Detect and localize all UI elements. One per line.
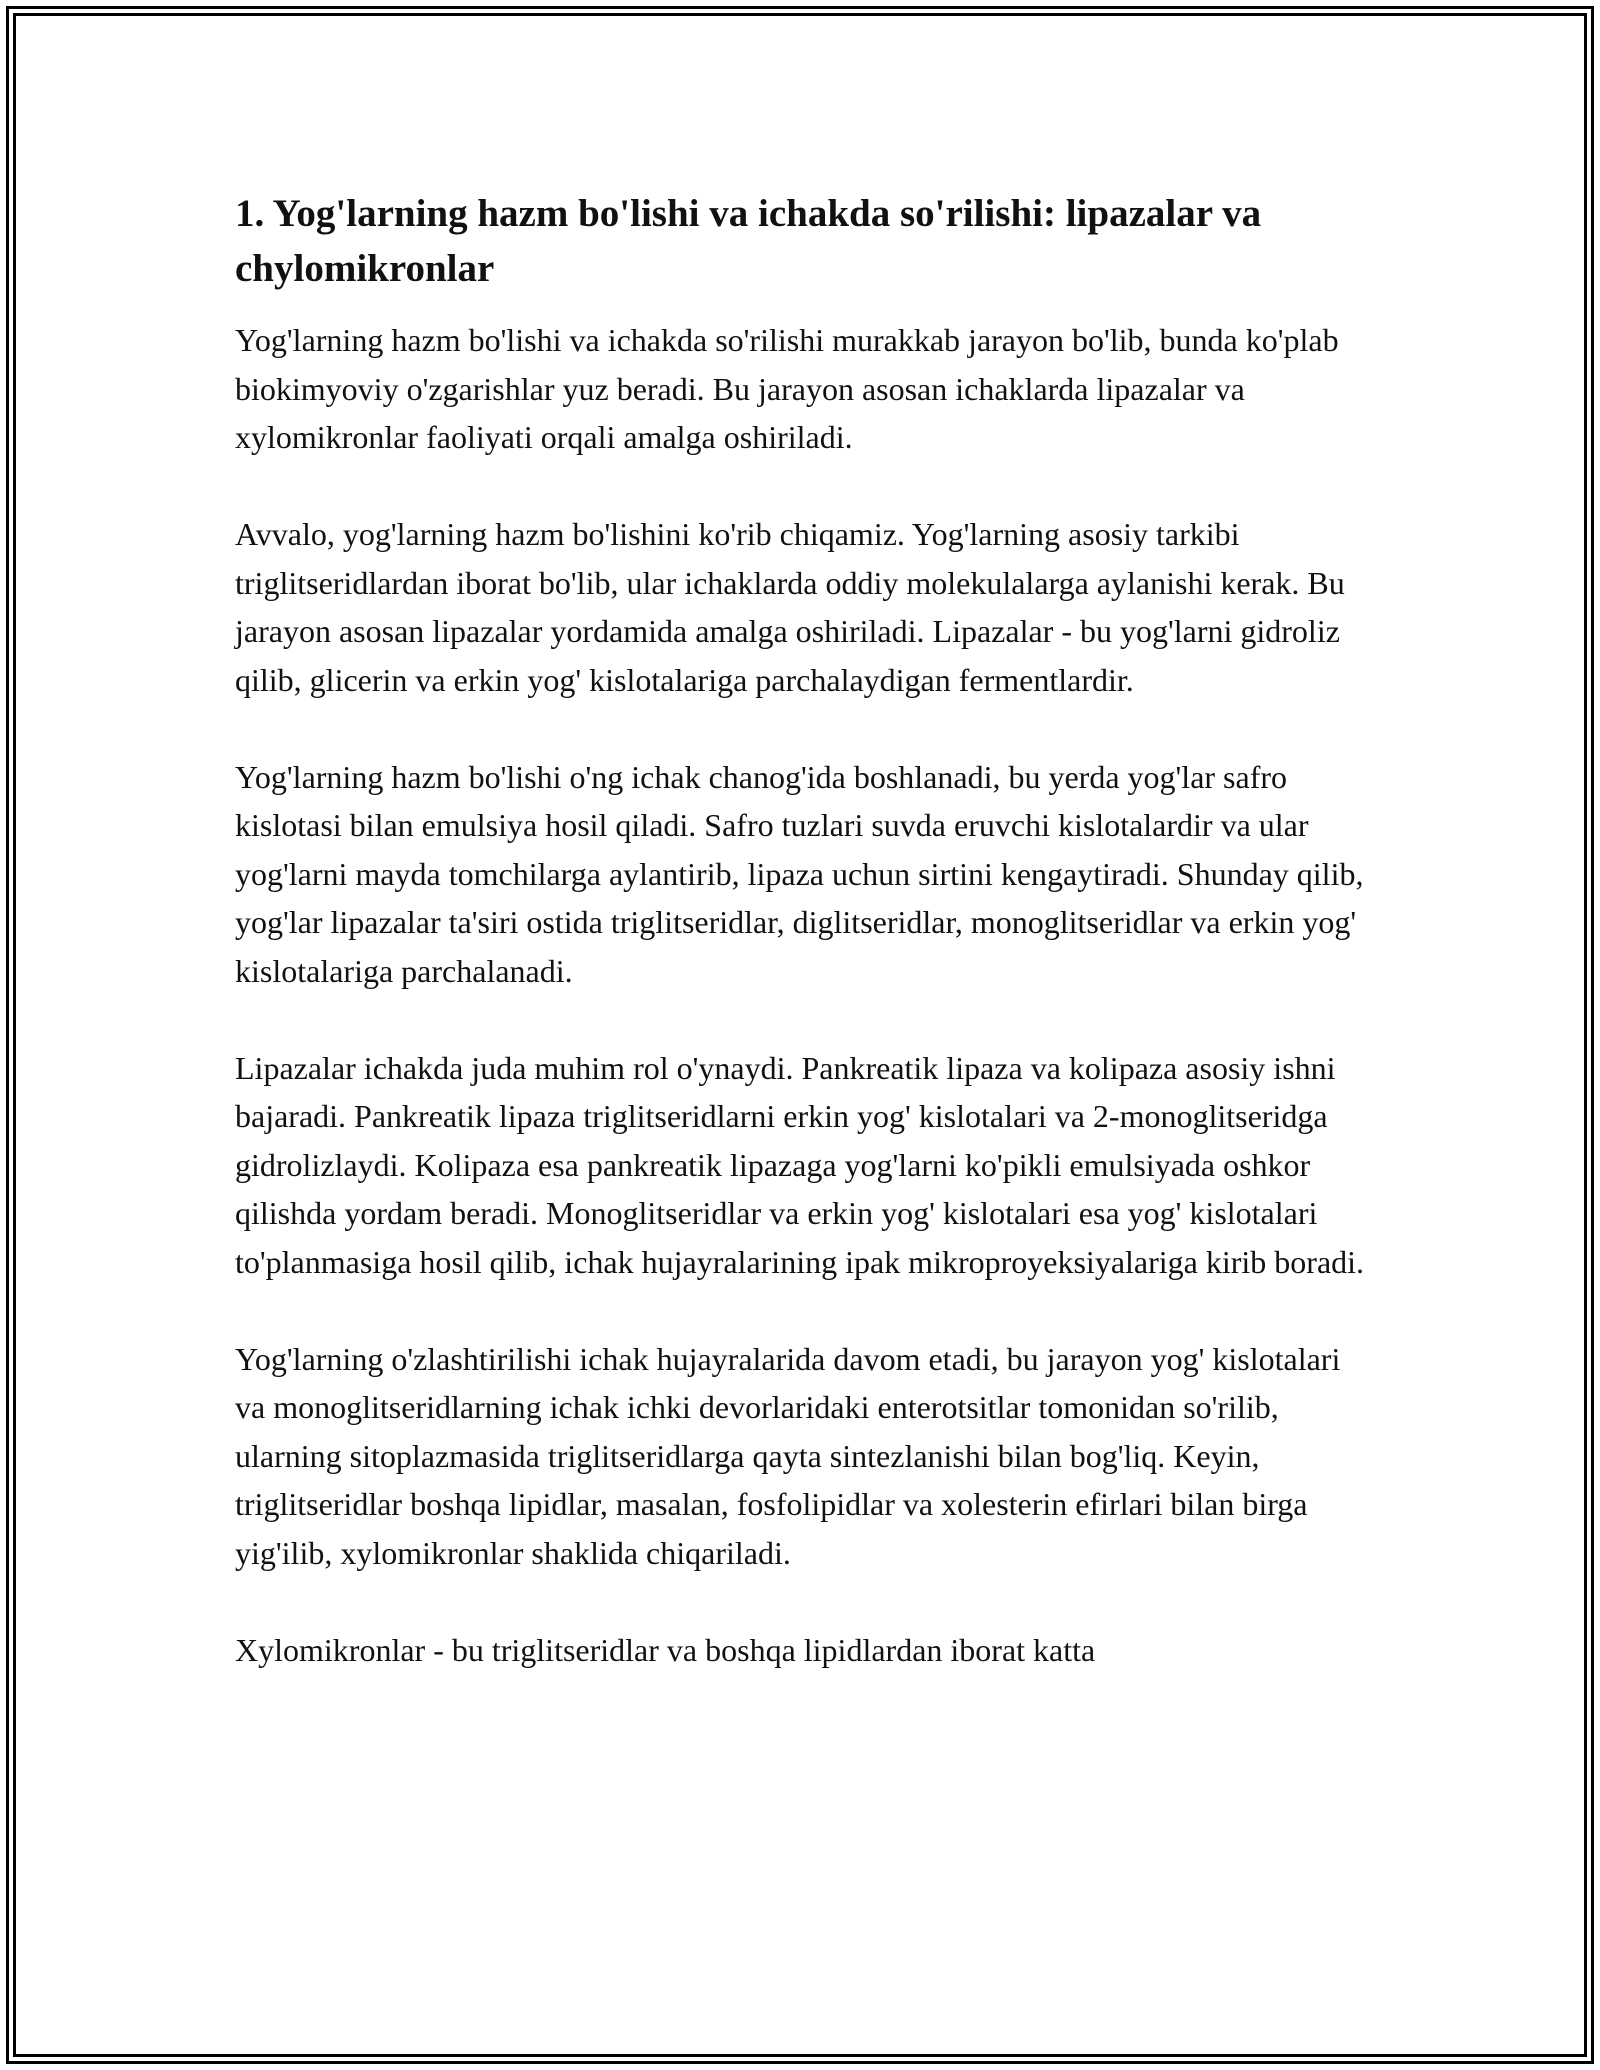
document-title: 1. Yog'larning hazm bo'lishi va ichakda so'rilishi: lipazalar va chylomikronlar <box>235 192 1262 290</box>
paragraph-absorption: Yog'larning o'zlashtirilishi ichak hujayralarida davom etadi, bu jarayon yog' kislotalari va monoglitseridlarning ichak ichki devorlaridaki enterotsitlar tomonidan so'rilib, ularning sitoplazmasida triglitseridlarga qayta sintezlanishi bilan bog'liq. Keyin, triglitseridlar boshqa lipidlar, masalan, fosfolipidlar va xolesterin efirlari bilan birga yig'ilib, xylomikronlar shaklida chiqariladi. <box>235 1340 1341 1571</box>
document-body <box>235 186 1375 1723</box>
paragraph-emulsification: Yog'larning hazm bo'lishi o'ng ichak chanog'ida boshlanadi, bu yerda yog'lar safro kislotasi bilan emulsiya hosil qiladi. Safro tuzlari suvda eruvchi kislotalardir va ular yog'larni mayda tomchilarga aylantirib, lipaza uchun sirtini kengaytiradi. Shunday qilib, yog'lar lipazalar ta'siri ostida triglitseridlar, diglitseridlar, monoglitseridlar va erkin yog' kislotalariga parchalanadi. <box>235 758 1364 989</box>
paragraph-chylomicrons: Xylomikronlar - bu triglitseridlar va boshqa lipidlardan iborat katta <box>235 1631 1096 1668</box>
paragraph-digestion: Avvalo, yog'larning hazm bo'lishini ko'rib chiqamiz. Yog'larning asosiy tarkibi triglitseridlardan iborat bo'lib, ular ichaklarda oddiy molekulalarga aylanishi kerak. Bu jarayon asosan lipazalar yordamida amalga oshiriladi. Lipazalar - bu yog'larni gidroliz qilib, glicerin va erkin yog' kislotalariga parchalaydigan fermentlardir. <box>235 516 1345 698</box>
paragraph-lipases: Lipazalar ichakda juda muhim rol o'ynaydi. Pankreatik lipaza va kolipaza asosiy ishni bajaradi. Pankreatik lipaza triglitseridlarni erkin yog' kislotalari va 2-monoglitseridga gidrolizlaydi. Kolipaza esa pankreatik lipazaga yog'larni ko'pikli emulsiyada oshkor qilishda yordam beradi. Monoglitseridlar va erkin yog' kislotalari esa yog' kislotalari to'planmasiga hosil qilib, ichak hujayralarining ipak mikroproyeksiyalariga kirib boradi. <box>235 1049 1365 1280</box>
paragraph-intro: Yog'larning hazm bo'lishi va ichakda so'rilishi murakkab jarayon bo'lib, bunda ko'plab biokimyoviy o'zgarishlar yuz beradi. Bu jarayon asosan ichaklarda lipazalar va xylomikronlar faoliyati orqali amalga oshiriladi. <box>235 322 1339 455</box>
